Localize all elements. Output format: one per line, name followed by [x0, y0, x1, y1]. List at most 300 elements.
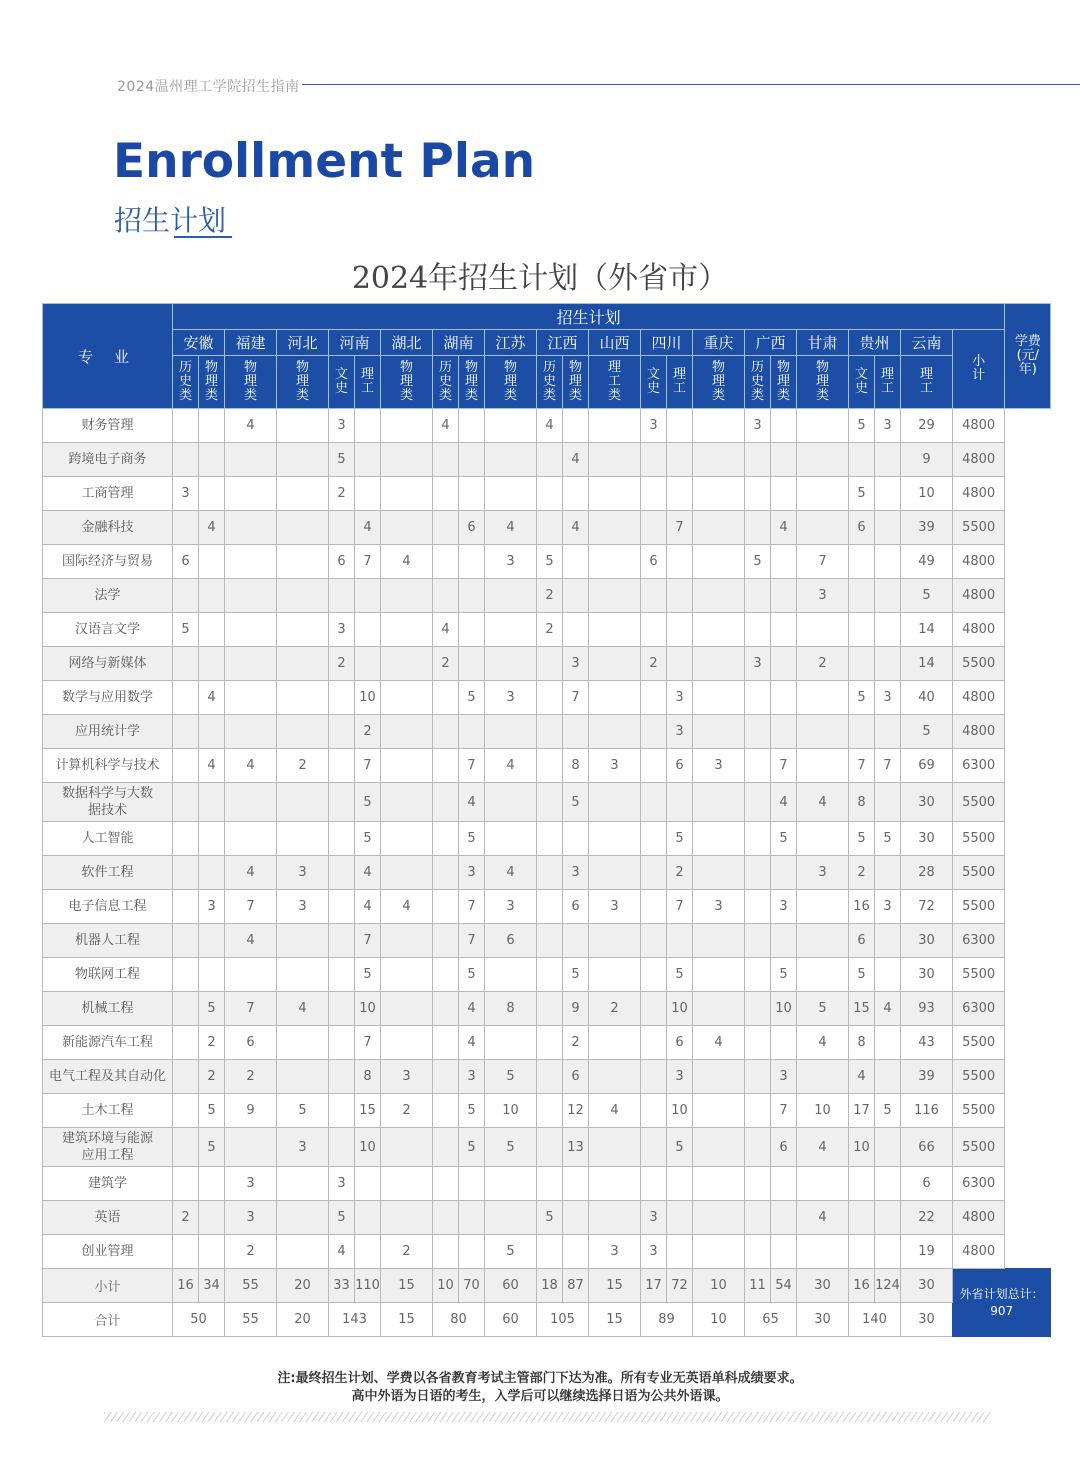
plan-cell [329, 890, 355, 924]
category-label: 物理类 [399, 360, 413, 403]
plan-cell [277, 1026, 329, 1060]
plan-cell: 2 [537, 613, 563, 647]
province-header: 重庆 [693, 330, 745, 356]
category-header [745, 356, 771, 409]
plan-cell [693, 1167, 745, 1201]
tuition-fee: 4800 [953, 477, 1005, 511]
plan-cell: 5 [667, 958, 693, 992]
plan-cell [433, 783, 459, 822]
subtotal-cell: 16 [173, 1269, 199, 1303]
major-name: 计算机科学与技术 [43, 749, 173, 783]
plan-cell [355, 443, 381, 477]
category-header [537, 356, 563, 409]
category-header [797, 356, 849, 409]
province-header: 广西 [745, 330, 797, 356]
plan-cell: 3 [225, 1167, 277, 1201]
major-name: 金融科技 [43, 511, 173, 545]
plan-header: 招生计划 [173, 304, 1005, 330]
plan-cell [589, 1201, 641, 1235]
plan-cell [173, 409, 199, 443]
plan-cell [875, 579, 901, 613]
plan-cell [537, 1094, 563, 1128]
plan-cell [537, 924, 563, 958]
plan-cell [797, 958, 849, 992]
plan-cell: 5 [797, 992, 849, 1026]
plan-cell [849, 613, 875, 647]
plan-cell: 5 [329, 443, 355, 477]
plan-cell: 3 [563, 856, 589, 890]
plan-cell [225, 443, 277, 477]
plan-cell [745, 613, 771, 647]
row-subtotal: 22 [901, 1201, 953, 1235]
plan-cell [433, 1094, 459, 1128]
plan-cell [693, 409, 745, 443]
plan-cell [875, 647, 901, 681]
plan-cell [381, 822, 433, 856]
plan-cell [277, 545, 329, 579]
plan-cell [667, 1201, 693, 1235]
province-total: 15 [589, 1303, 641, 1337]
plan-cell [693, 1060, 745, 1094]
plan-cell: 4 [459, 992, 485, 1026]
plan-cell [771, 443, 797, 477]
plan-cell [641, 579, 667, 613]
plan-cell [277, 477, 329, 511]
plan-cell: 4 [875, 992, 901, 1026]
plan-cell [173, 958, 199, 992]
plan-cell [797, 511, 849, 545]
plan-cell [381, 992, 433, 1026]
plan-cell [355, 613, 381, 647]
plan-cell: 4 [433, 409, 459, 443]
plan-cell: 5 [355, 958, 381, 992]
table-row [43, 924, 1051, 958]
tuition-fee: 5500 [953, 1060, 1005, 1094]
major-col-header: 专 业 [43, 304, 173, 409]
plan-cell: 4 [329, 1235, 355, 1269]
plan-cell [641, 477, 667, 511]
plan-cell [329, 783, 355, 822]
province-total: 30 [797, 1303, 849, 1337]
row-subtotal: 30 [901, 822, 953, 856]
plan-cell [849, 647, 875, 681]
plan-cell [745, 890, 771, 924]
plan-cell [745, 1167, 771, 1201]
plan-cell [797, 715, 849, 749]
plan-cell [485, 958, 537, 992]
major-name: 电气工程及其自动化 [43, 1060, 173, 1094]
plan-cell: 2 [433, 647, 459, 681]
plan-cell [537, 647, 563, 681]
table-row [43, 1201, 1051, 1235]
plan-cell [225, 613, 277, 647]
plan-cell [641, 992, 667, 1026]
plan-cell [797, 890, 849, 924]
major-name: 网络与新媒体 [43, 647, 173, 681]
plan-cell [745, 715, 771, 749]
table-row [43, 579, 1051, 613]
row-subtotal: 66 [901, 1128, 953, 1167]
province-total: 50 [173, 1303, 225, 1337]
row-subtotal: 116 [901, 1094, 953, 1128]
plan-cell: 3 [199, 890, 225, 924]
plan-cell: 7 [771, 1094, 797, 1128]
plan-cell: 4 [797, 1201, 849, 1235]
plan-cell [381, 783, 433, 822]
plan-cell: 4 [485, 749, 537, 783]
fee-col-header [1005, 304, 1051, 409]
major-name: 建筑学 [43, 1167, 173, 1201]
plan-cell: 4 [355, 511, 381, 545]
plan-cell: 7 [875, 749, 901, 783]
plan-cell [433, 992, 459, 1026]
plan-cell [537, 749, 563, 783]
major-name: 工商管理 [43, 477, 173, 511]
plan-cell [173, 856, 199, 890]
category-header [459, 356, 485, 409]
plan-cell [589, 856, 641, 890]
plan-cell [173, 715, 199, 749]
plan-cell [277, 1235, 329, 1269]
plan-cell [589, 409, 641, 443]
province-total: 55 [225, 1303, 277, 1337]
category-header [485, 356, 537, 409]
plan-cell [433, 681, 459, 715]
plan-cell: 7 [225, 992, 277, 1026]
subtotal-cell: 30 [901, 1269, 953, 1303]
province-total: 15 [381, 1303, 433, 1337]
table-row [43, 443, 1051, 477]
total-label: 合计 [43, 1303, 173, 1337]
plan-cell: 3 [589, 890, 641, 924]
plan-cell [199, 647, 225, 681]
category-label: 理工类 [607, 360, 621, 403]
plan-cell: 3 [641, 409, 667, 443]
plan-cell [173, 992, 199, 1026]
plan-cell: 3 [589, 1235, 641, 1269]
plan-cell [745, 822, 771, 856]
subtotal-cell: 110 [355, 1269, 381, 1303]
plan-cell [641, 1060, 667, 1094]
plan-cell: 4 [381, 545, 433, 579]
plan-cell [849, 1235, 875, 1269]
plan-cell [641, 856, 667, 890]
plan-cell [433, 1128, 459, 1167]
plan-cell [225, 647, 277, 681]
table-row [43, 613, 1051, 647]
plan-cell: 4 [797, 783, 849, 822]
plan-cell [277, 958, 329, 992]
plan-cell [563, 1235, 589, 1269]
plan-cell: 5 [849, 958, 875, 992]
plan-cell: 5 [563, 958, 589, 992]
category-header [589, 356, 641, 409]
tuition-fee: 5500 [953, 822, 1005, 856]
plan-cell [277, 1060, 329, 1094]
plan-cell [485, 715, 537, 749]
plan-cell: 4 [225, 409, 277, 443]
plan-cell [459, 613, 485, 647]
plan-cell [173, 1235, 199, 1269]
plan-cell [641, 749, 667, 783]
plan-cell: 3 [459, 856, 485, 890]
plan-cell: 2 [563, 1026, 589, 1060]
tuition-fee: 4800 [953, 443, 1005, 477]
plan-cell [199, 1201, 225, 1235]
subtotal-cell: 15 [589, 1269, 641, 1303]
subtotal-cell: 18 [537, 1269, 563, 1303]
plan-cell: 2 [329, 477, 355, 511]
plan-cell: 5 [849, 477, 875, 511]
plan-cell: 5 [329, 1201, 355, 1235]
plan-cell [173, 647, 199, 681]
tuition-fee: 5500 [953, 856, 1005, 890]
table-row [43, 1026, 1051, 1060]
plan-cell: 8 [355, 1060, 381, 1094]
plan-cell: 5 [199, 1094, 225, 1128]
plan-cell [641, 783, 667, 822]
plan-cell [745, 924, 771, 958]
plan-cell: 7 [459, 890, 485, 924]
major-name: 新能源汽车工程 [43, 1026, 173, 1060]
plan-cell: 2 [797, 647, 849, 681]
province-header: 江西 [537, 330, 589, 356]
plan-cell: 5 [173, 613, 199, 647]
plan-cell: 4 [563, 511, 589, 545]
plan-cell: 6 [563, 890, 589, 924]
province-total: 105 [537, 1303, 589, 1337]
plan-cell: 5 [355, 783, 381, 822]
plan-cell [225, 681, 277, 715]
plan-cell: 3 [329, 409, 355, 443]
row-subtotal: 19 [901, 1235, 953, 1269]
plan-cell: 4 [199, 511, 225, 545]
plan-cell [771, 681, 797, 715]
plan-cell [797, 409, 849, 443]
plan-cell [875, 511, 901, 545]
plan-cell [433, 749, 459, 783]
plan-cell [667, 1235, 693, 1269]
plan-cell [745, 477, 771, 511]
plan-cell [537, 1235, 563, 1269]
plan-cell [537, 681, 563, 715]
plan-cell [693, 511, 745, 545]
plan-cell [433, 443, 459, 477]
plan-cell [173, 511, 199, 545]
category-label: 理工 [919, 367, 933, 396]
plan-cell: 2 [641, 647, 667, 681]
plan-cell: 3 [745, 409, 771, 443]
row-subtotal: 39 [901, 1060, 953, 1094]
plan-cell: 4 [563, 443, 589, 477]
row-subtotal: 5 [901, 579, 953, 613]
province-total: 60 [485, 1303, 537, 1337]
plan-cell: 3 [797, 579, 849, 613]
plan-cell [355, 1201, 381, 1235]
plan-cell [485, 1167, 537, 1201]
plan-cell: 3 [875, 681, 901, 715]
plan-cell [641, 1094, 667, 1128]
category-header [875, 356, 901, 409]
plan-cell [875, 1060, 901, 1094]
tuition-fee: 4800 [953, 715, 1005, 749]
plan-cell [797, 924, 849, 958]
table-row [43, 409, 1051, 443]
plan-cell [173, 1026, 199, 1060]
table-row [43, 545, 1051, 579]
plan-cell: 3 [667, 681, 693, 715]
plan-cell [563, 613, 589, 647]
table-row [43, 1235, 1051, 1269]
plan-cell [537, 715, 563, 749]
category-label: 文史 [334, 367, 348, 396]
plan-cell [797, 477, 849, 511]
plan-cell: 3 [485, 890, 537, 924]
plan-cell: 4 [849, 1060, 875, 1094]
category-label: 历史类 [438, 360, 452, 403]
row-subtotal: 9 [901, 443, 953, 477]
subtotal-cell: 16 [849, 1269, 875, 1303]
plan-cell [433, 545, 459, 579]
plan-cell: 10 [797, 1094, 849, 1128]
plan-cell [667, 443, 693, 477]
plan-cell [771, 1201, 797, 1235]
plan-cell [745, 783, 771, 822]
category-label: 文史 [646, 367, 660, 396]
plan-cell [875, 856, 901, 890]
province-total: 89 [641, 1303, 693, 1337]
table-row [43, 783, 1051, 822]
subtotal-cell: 10 [433, 1269, 459, 1303]
plan-cell [173, 822, 199, 856]
plan-cell [693, 579, 745, 613]
plan-cell [641, 822, 667, 856]
plan-cell: 10 [355, 1128, 381, 1167]
row-subtotal: 6 [901, 1167, 953, 1201]
plan-cell [173, 579, 199, 613]
table-row [43, 477, 1051, 511]
major-name: 英语 [43, 1201, 173, 1235]
category-header [641, 356, 667, 409]
plan-cell [199, 958, 225, 992]
plan-cell [771, 579, 797, 613]
plan-cell [355, 647, 381, 681]
guide-title: 2024温州理工学院招生指南 [117, 79, 300, 95]
subtotal-cell: 34 [199, 1269, 225, 1303]
plan-cell: 4 [771, 783, 797, 822]
plan-cell [667, 545, 693, 579]
plan-cell [199, 613, 225, 647]
table-row [43, 958, 1051, 992]
plan-cell [641, 511, 667, 545]
tuition-fee: 4800 [953, 579, 1005, 613]
plan-cell [745, 511, 771, 545]
plan-cell [381, 958, 433, 992]
major-name: 国际经济与贸易 [43, 545, 173, 579]
fee-col-label: 学费(元/年) [1014, 334, 1041, 377]
plan-cell [693, 545, 745, 579]
tuition-fee: 4800 [953, 613, 1005, 647]
category-label: 物理类 [464, 360, 478, 403]
plan-cell [433, 1235, 459, 1269]
plan-cell [745, 1201, 771, 1235]
plan-cell: 4 [225, 749, 277, 783]
plan-cell: 3 [745, 647, 771, 681]
plan-cell: 6 [667, 749, 693, 783]
plan-cell [745, 992, 771, 1026]
table-row [43, 681, 1051, 715]
plan-cell: 2 [199, 1026, 225, 1060]
major-name: 软件工程 [43, 856, 173, 890]
plan-cell [667, 477, 693, 511]
plan-cell [745, 1128, 771, 1167]
subtotal-col-label: 小计 [972, 354, 986, 383]
plan-cell: 3 [485, 681, 537, 715]
plan-cell [641, 924, 667, 958]
plan-cell: 3 [875, 409, 901, 443]
province-total: 140 [849, 1303, 901, 1337]
plan-cell [199, 477, 225, 511]
plan-cell [537, 822, 563, 856]
plan-cell: 2 [199, 1060, 225, 1094]
plan-cell: 3 [641, 1201, 667, 1235]
plan-cell [329, 681, 355, 715]
plan-cell: 2 [225, 1235, 277, 1269]
plan-cell [433, 477, 459, 511]
table-row [43, 992, 1051, 1026]
province-total: 143 [329, 1303, 381, 1337]
plan-cell [433, 1201, 459, 1235]
plan-cell [641, 443, 667, 477]
plan-cell: 4 [433, 613, 459, 647]
plan-cell [199, 579, 225, 613]
table-row [43, 1128, 1051, 1167]
plan-cell: 4 [459, 1026, 485, 1060]
plan-cell [199, 783, 225, 822]
plan-cell [329, 1060, 355, 1094]
plan-cell [537, 992, 563, 1026]
table-row [43, 511, 1051, 545]
plan-cell [277, 822, 329, 856]
plan-cell: 15 [849, 992, 875, 1026]
category-label: 物理类 [204, 360, 218, 403]
plan-cell: 7 [355, 1026, 381, 1060]
table-row [43, 1167, 1051, 1201]
plan-cell [537, 1060, 563, 1094]
plan-cell [849, 545, 875, 579]
row-subtotal: 30 [901, 783, 953, 822]
plan-cell [459, 409, 485, 443]
plan-cell [381, 1167, 433, 1201]
decorative-hatch [104, 1412, 990, 1422]
plan-cell [459, 1201, 485, 1235]
row-subtotal: 29 [901, 409, 953, 443]
plan-cell: 10 [667, 1094, 693, 1128]
plan-cell [875, 1201, 901, 1235]
plan-cell [433, 958, 459, 992]
plan-cell [329, 1094, 355, 1128]
plan-cell: 4 [485, 511, 537, 545]
plan-cell [199, 822, 225, 856]
plan-cell [563, 822, 589, 856]
plan-cell [459, 477, 485, 511]
category-header [277, 356, 329, 409]
category-header [771, 356, 797, 409]
plan-cell [225, 545, 277, 579]
plan-cell [485, 443, 537, 477]
plan-cell [459, 715, 485, 749]
plan-cell [459, 647, 485, 681]
